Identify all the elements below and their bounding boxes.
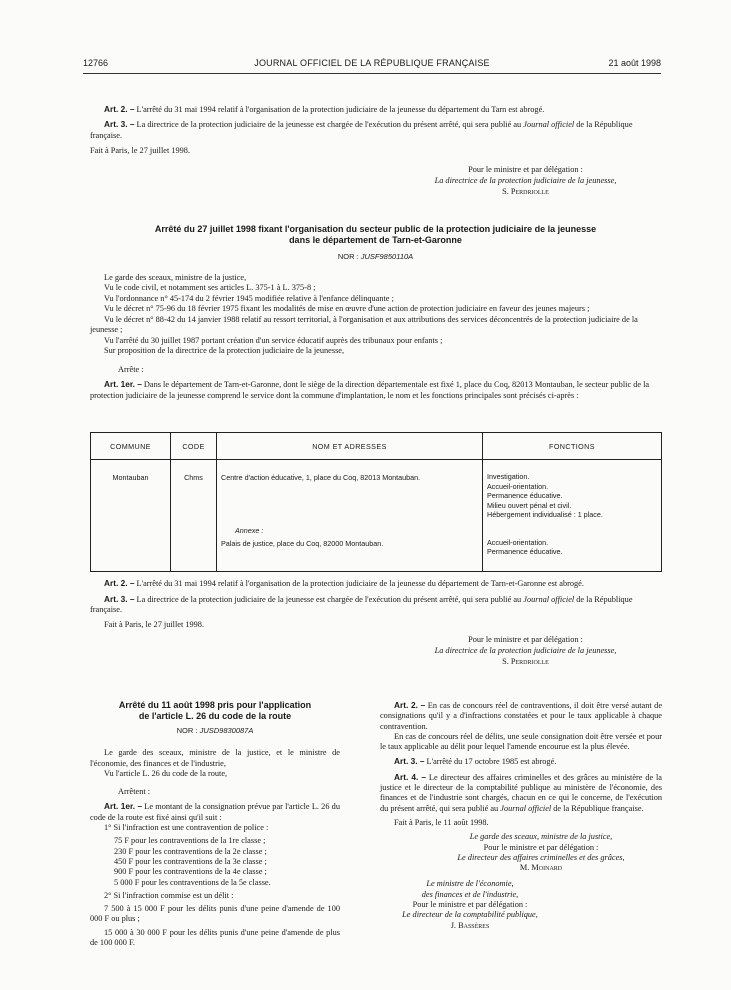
fait-line: Fait à Paris, le 11 août 1998. [394, 817, 489, 827]
issue-date: 21 août 1998 [608, 58, 661, 68]
article-2: Art. 2. – En cas de concours réel de contraventions, il doit être versé autant de consignations qu'il y a d'infractions constatées et pour le taux applicable à chaque contravention. [380, 700, 662, 731]
article-3: Art. 3. – L'arrêté du 17 octobre 1985 est abrogé. [394, 756, 557, 767]
list-item: 75 F pour les contraventions de la 1re classe ; [114, 836, 266, 846]
article-3: Art. 3. – La directrice de la protection judiciaire de la jeunesse est chargée de l'exécution du présent arrêté, qui sera publié au Journal officiel de la République française. [90, 119, 633, 140]
article-1: Art. 1er. – Dans le département de Tarn-et-Garonne, dont le siège de la direction départementale est fixé 1, place du Coq, 82013 Montauban, le secteur public de la protection judiciaire de la jeunesse comprend le service dont la commune d'implantation, le nom et les fonctions principales sont précisés ci-après : [90, 379, 650, 400]
contraventions-list [90, 836, 340, 887]
decree-title: Arrêté du 27 juillet 1998 fixant l'organisation du secteur public de la protection judiciaire de la jeunesse dans le département de Tarn-et-Garonne [154, 224, 597, 245]
page-header [83, 58, 661, 72]
signature-block: Le ministre de l'économie, des finances et de l'industrie, Pour le ministre et par délégation : Le directeur de la comptabilité publique, J. Bassères [402, 879, 538, 930]
list-item: 5 000 F pour les contraventions de la 5e classe. [114, 877, 271, 887]
previous-decree-end [90, 104, 661, 197]
code-route-decree: Arrêté du 11 août 1998 pris pour l'application de l'article L. 26 du code de la route NOR : JUSD9830087A Le garde des sceaux, ministre de la justice, et le ministre de l'économie, des finances et de l'industrie, Vu l'article L. 26 du code de la route, Arrêtent : Art. 1er. – Le montant de la consignation prévue par l'article L. 26 du code de la route est fixé ainsi qu'il suit : 1° Si l'infraction est une contravention de police : 75 F pour les contraventions de la 1re classe ; 230 F pour les contraventions de la 2e classe ; 450 F pour les contraventions de la 3e classe ; 900 F pour les contraventions de la 4e classe ; 5 000 F pour les contraventions de la 5e classe. 2° Si l'infraction commise est un délit : 7 500 à 15 000 F pour les délits punis d'une peine d'amende de 100 000 F ou plus ; 15 000 à 30 000 F pour les délits punis d'une peine d'amende de plus de 100 000 F. [90, 700, 340, 948]
tarn-et-garonne-decree [90, 224, 661, 401]
fait-line: Fait à Paris, le 27 juillet 1998. [104, 619, 205, 629]
signature-block: Le garde des sceaux, ministre de la justice, Pour le ministre et par délégation : Le directeur des affaires criminelles et des grâces, M. Moinard [457, 832, 625, 873]
header-nom: NOM ET ADRESSES [217, 433, 483, 460]
table-row: Annexe : Palais de justice, place du Coq, 82000 Montauban. Accueil-orientation. Permanence éducative. [91, 520, 662, 572]
list-item: 900 F pour les contraventions de la 4e classe ; [114, 867, 267, 877]
visas-list: Le garde des sceaux, ministre de la justice, Vu le code civil, et notamment ses articles L. 375-1 à L. 375-8 ; Vu l'ordonnance n° 45-174 du 2 février 1945 modifiée relative à l'enfance délinquante ; Vu le décret n° 75-96 du 18 février 1975 fixant les modalités de mise en œuvre d'une action de protection judiciaire en faveur des jeunes majeurs ; Vu le décret n° 88-42 du 14 janvier 1988 relatif au ressort territorial, à l'organisation et aux attributions des services déconcentrés de la protection judiciaire de la jeunesse ; Vu l'arrêté du 30 juillet 1987 portant création d'un service éducatif auprès des tribunaux pour enfants ; Sur proposition de la directrice de la protection judiciaire de la jeunesse, [90, 272, 638, 355]
table-row: Montauban Chms Centre d'action éducative, 1, place du Coq, 82013 Montauban. Investigation. Accueil-orientation. Permanence éducative. Milieu ouvert pénal et civil. Hébergement individualisé : 1 place. [91, 460, 662, 520]
journal-title: JOURNAL OFFICIEL DE LA RÉPUBLIQUE FRANÇAISE [254, 58, 490, 68]
decree-title: Arrêté du 11 août 1998 pris pour l'application de l'article L. 26 du code de la route [118, 700, 312, 721]
article-3: Art. 3. – La directrice de la protection judiciaire de la jeunesse est chargée de l'exécution du présent arrêté, qui sera publié au Journal officiel de la République française. [90, 593, 633, 614]
code-route-decree-continued: Art. 2. – En cas de concours réel de contraventions, il doit être versé autant de consignations qu'il y a d'infractions constatées et pour le taux applicable à chaque contravention. En cas de concours réel de délits, une seule consignation doit être versée et pour le taux applicable au délit pour lequel l'amende encourue est la plus élevée. Art. 3. – L'arrêté du 17 octobre 1985 est abrogé. Art. 4. – Le directeur des affaires criminelles et des grâces au ministère de la justice et le directeur de la comptabilité publique au ministère de l'économie, des finances et de l'industrie sont chargés, chacun en ce qui le concerne, de l'exécution du présent arrêté, qui sera publié au Journal officiel de la République française. Fait à Paris, le 11 août 1998. Le garde des sceaux, ministre de la justice, Pour le ministre et par délégation : Le directeur des affaires criminelles et des grâces, M. Moinard Le ministre de l'économie, des finances et de l'industrie, Pour le ministre et par délégation : Le directeur de la comptabilité publique, J. Bassères [380, 700, 662, 930]
article-2: Art. 2. – L'arrêté du 31 mai 1994 relatif à l'organisation de la protection judiciaire de la jeunesse du département du Tarn est abrogé. [104, 104, 545, 114]
header-fonctions: FONCTIONS [483, 433, 662, 460]
article-1: Art. 1er. – Le montant de la consignation prévue par l'article L. 26 du code de la route est fixé ainsi qu'il suit : [90, 801, 340, 822]
tarn-et-garonne-decree-end [90, 578, 661, 667]
nor-reference: NOR : JUSD9830087A [176, 726, 254, 735]
table-header-row [91, 433, 662, 460]
header-rule [83, 73, 661, 74]
fait-line: Fait à Paris, le 27 juillet 1998. [90, 146, 191, 155]
list-item: 450 F pour les contraventions de la 3e classe ; [114, 856, 267, 866]
signature-block: Pour le ministre et par délégation : La directrice de la protection judiciaire de la jeunesse, S. Perdriolle [434, 165, 617, 196]
page-number: 12766 [83, 58, 109, 68]
list-item: 230 F pour les contraventions de la 2e classe ; [114, 846, 267, 856]
header-commune: COMMUNE [91, 433, 171, 460]
article-2: Art. 2. – L'arrêté du 31 mai 1994 relatif à l'organisation de la protection judiciaire de la jeunesse du département de Tarn-et-Garonne est abrogé. [104, 578, 584, 588]
nor-reference: NOR : JUSF9850110A [337, 252, 414, 261]
services-table [90, 432, 662, 572]
header-code: CODE [171, 433, 217, 460]
article-4: Art. 4. – Le directeur des affaires criminelles et des grâces au ministère de la justice et le directeur de la comptabilité publique au ministère de l'économie, des finances et de l'industrie sont chargés, chacun en ce qui le concerne, de l'exécution du présent arrêté, qui sera publié au Journal officiel de la République française. [380, 771, 662, 813]
signature-block: Pour le ministre et par délégation : La directrice de la protection judiciaire de la jeunesse, S. Perdriolle [434, 635, 617, 666]
arrete-label: Arrête : [118, 364, 144, 374]
